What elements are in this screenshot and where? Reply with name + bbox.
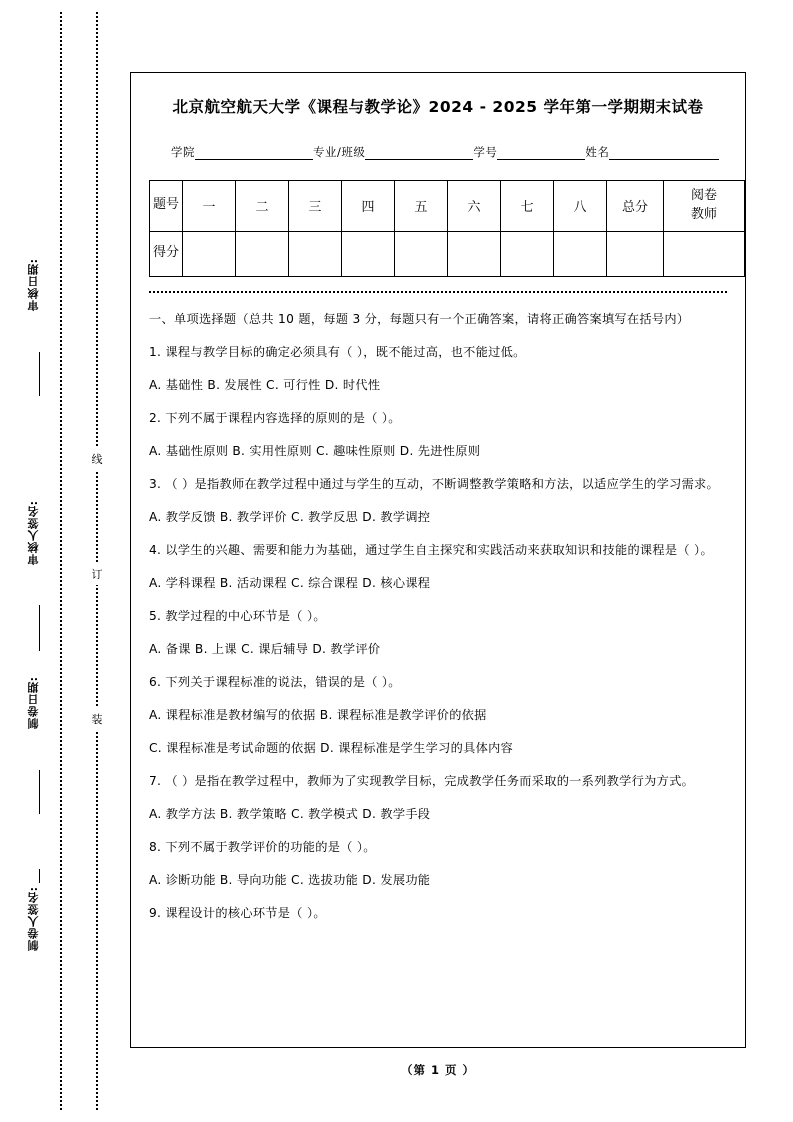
score-table — [149, 180, 745, 277]
score-table-score-label — [150, 231, 183, 276]
score-table-qnum-7: 七 — [501, 180, 554, 231]
score-table-qnum-5: 五 — [395, 180, 448, 231]
question-4 — [149, 538, 727, 596]
margin-dotted-line-outer — [60, 12, 62, 1110]
question-4-stem: 4. 以学生的兴趣、需要和能力为基础，通过学生自主探究和实践活动来获取知识和技能的课程是（ ）。 — [149, 542, 713, 557]
question-6-options-line-1: A. 课程标准是教材编写的依据 B. 课程标准是教学评价的依据 — [149, 707, 487, 722]
question-7-stem: 7. （ ）是指在教学过程中，教师为了实现教学目标，完成教学任务而采取的一系列教学行为方式。 — [149, 773, 695, 788]
field-major-label: 专业/班级 — [313, 144, 366, 159]
question-1-options-line-1: A. 基础性 B. 发展性 C. 可行性 D. 时代性 — [149, 377, 381, 392]
score-table-grader-label — [664, 180, 745, 231]
question-3 — [149, 472, 727, 530]
question-2-options-line-1: A. 基础性原则 B. 实用性原则 C. 趣味性原则 D. 先进性原则 — [149, 443, 481, 458]
field-college — [171, 144, 313, 160]
exam-paper-body — [130, 72, 746, 1048]
score-table-qnum-8: 八 — [554, 180, 607, 231]
question-5-options-line-1: A. 备课 B. 上课 C. 课后辅导 D. 教学评价 — [149, 641, 381, 656]
score-table-header-label — [150, 180, 183, 231]
field-student-id-input[interactable] — [497, 146, 585, 160]
question-1-stem: 1. 课程与教学目标的确定必须具有（ ），既不能过高，也不能过低。 — [149, 344, 526, 359]
score-cell-1[interactable] — [183, 231, 236, 276]
score-table-qnum-6: 六 — [448, 180, 501, 231]
fold-mark-line-icon: 线 — [88, 448, 106, 470]
score-table-header-label-text: 题号 — [152, 197, 179, 213]
page-title: 北京航空航天大学《课程与教学论》2024 - 2025 学年第一学期期末试卷 — [172, 98, 704, 116]
field-name-input[interactable] — [609, 146, 719, 160]
score-table-qnum-4: 四 — [342, 180, 395, 231]
score-cell-5[interactable] — [395, 231, 448, 276]
score-cell-6[interactable] — [448, 231, 501, 276]
side-label-paper-date: 制卷日期: — [27, 676, 40, 730]
identity-fields-row — [171, 144, 719, 160]
score-cell-2[interactable] — [236, 231, 289, 276]
side-rule-paper-author-signature — [39, 869, 40, 883]
field-major — [313, 144, 473, 160]
table-row-scores — [150, 231, 745, 276]
question-9 — [149, 901, 727, 926]
question-2 — [149, 406, 727, 464]
question-2-stem: 2. 下列不属于课程内容选择的原则的是（ ）。 — [149, 410, 401, 425]
question-8-options-line-1: A. 诊断功能 B. 导向功能 C. 选拔功能 D. 发展功能 — [149, 872, 431, 887]
fold-mark-seal-icon: 装 — [88, 708, 106, 730]
question-1 — [149, 340, 727, 398]
field-name-label: 姓名 — [585, 144, 610, 159]
question-8 — [149, 835, 727, 893]
field-college-input[interactable] — [195, 146, 313, 160]
section-divider — [149, 291, 727, 293]
question-9-stem: 9. 课程设计的核心环节是（ ）。 — [149, 905, 326, 920]
side-margin-column — [0, 0, 130, 1122]
question-5 — [149, 604, 727, 662]
question-4-options-line-1: A. 学科课程 B. 活动课程 C. 综合课程 D. 核心课程 — [149, 575, 431, 590]
score-cell-4[interactable] — [342, 231, 395, 276]
question-6 — [149, 670, 727, 761]
score-table-score-label-text: 得分 — [152, 245, 179, 261]
question-list — [149, 307, 727, 926]
question-6-options-line-2: C. 课程标准是考试命题的依据 D. 课程标准是学生学习的具体内容 — [149, 740, 514, 755]
field-college-label: 学院 — [171, 144, 195, 159]
field-student-id-label: 学号 — [473, 144, 498, 159]
field-student-id — [473, 144, 585, 160]
margin-dotted-line-inner — [96, 12, 98, 1110]
side-rule-review-date — [39, 352, 40, 396]
question-5-stem: 5. 教学过程的中心环节是（ ）。 — [149, 608, 326, 623]
score-cell-7[interactable] — [501, 231, 554, 276]
side-rule-paper-date — [39, 770, 40, 814]
side-label-paper-author-signature: 制卷人签名: — [27, 886, 40, 952]
score-cell-total[interactable] — [607, 231, 664, 276]
table-row-question-numbers — [150, 180, 745, 231]
question-7 — [149, 769, 727, 827]
side-label-review-date: 审核日期: — [27, 258, 40, 312]
score-table-total-label: 总分 — [607, 180, 664, 231]
score-cell-3[interactable] — [289, 231, 342, 276]
side-label-reviewer-signature: 审核人签名: — [27, 500, 40, 566]
question-3-stem: 3. （ ）是指教师在教学过程中通过与学生的互动，不断调整教学策略和方法，以适应学生的学习需求。 — [149, 476, 720, 491]
field-name — [585, 144, 719, 160]
score-cell-grader[interactable] — [664, 231, 745, 276]
score-cell-8[interactable] — [554, 231, 607, 276]
question-3-options-line-1: A. 教学反馈 B. 教学评价 C. 教学反思 D. 教学调控 — [149, 509, 431, 524]
field-major-input[interactable] — [365, 146, 473, 160]
side-rule-reviewer-signature — [39, 605, 40, 651]
fold-mark-bind-icon: 订 — [88, 563, 106, 585]
score-table-qnum-2: 二 — [236, 180, 289, 231]
section-heading: 一、单项选择题（总共 10 题，每题 3 分，每题只有一个正确答案，请将正确答案填写在括号内） — [149, 311, 690, 326]
question-8-stem: 8. 下列不属于教学评价的功能的是（ ）。 — [149, 839, 376, 854]
question-7-options-line-1: A. 教学方法 B. 教学策略 C. 教学模式 D. 教学手段 — [149, 806, 431, 821]
score-table-grader-label-line1: 阅卷 — [690, 188, 717, 204]
score-table-qnum-3: 三 — [289, 180, 342, 231]
question-6-stem: 6. 下列关于课程标准的说法，错误的是（ ）。 — [149, 674, 401, 689]
score-table-grader-label-line2: 教师 — [690, 206, 717, 222]
score-table-qnum-1: 一 — [183, 180, 236, 231]
page-footer: （第 1 页 ） — [400, 1063, 475, 1077]
